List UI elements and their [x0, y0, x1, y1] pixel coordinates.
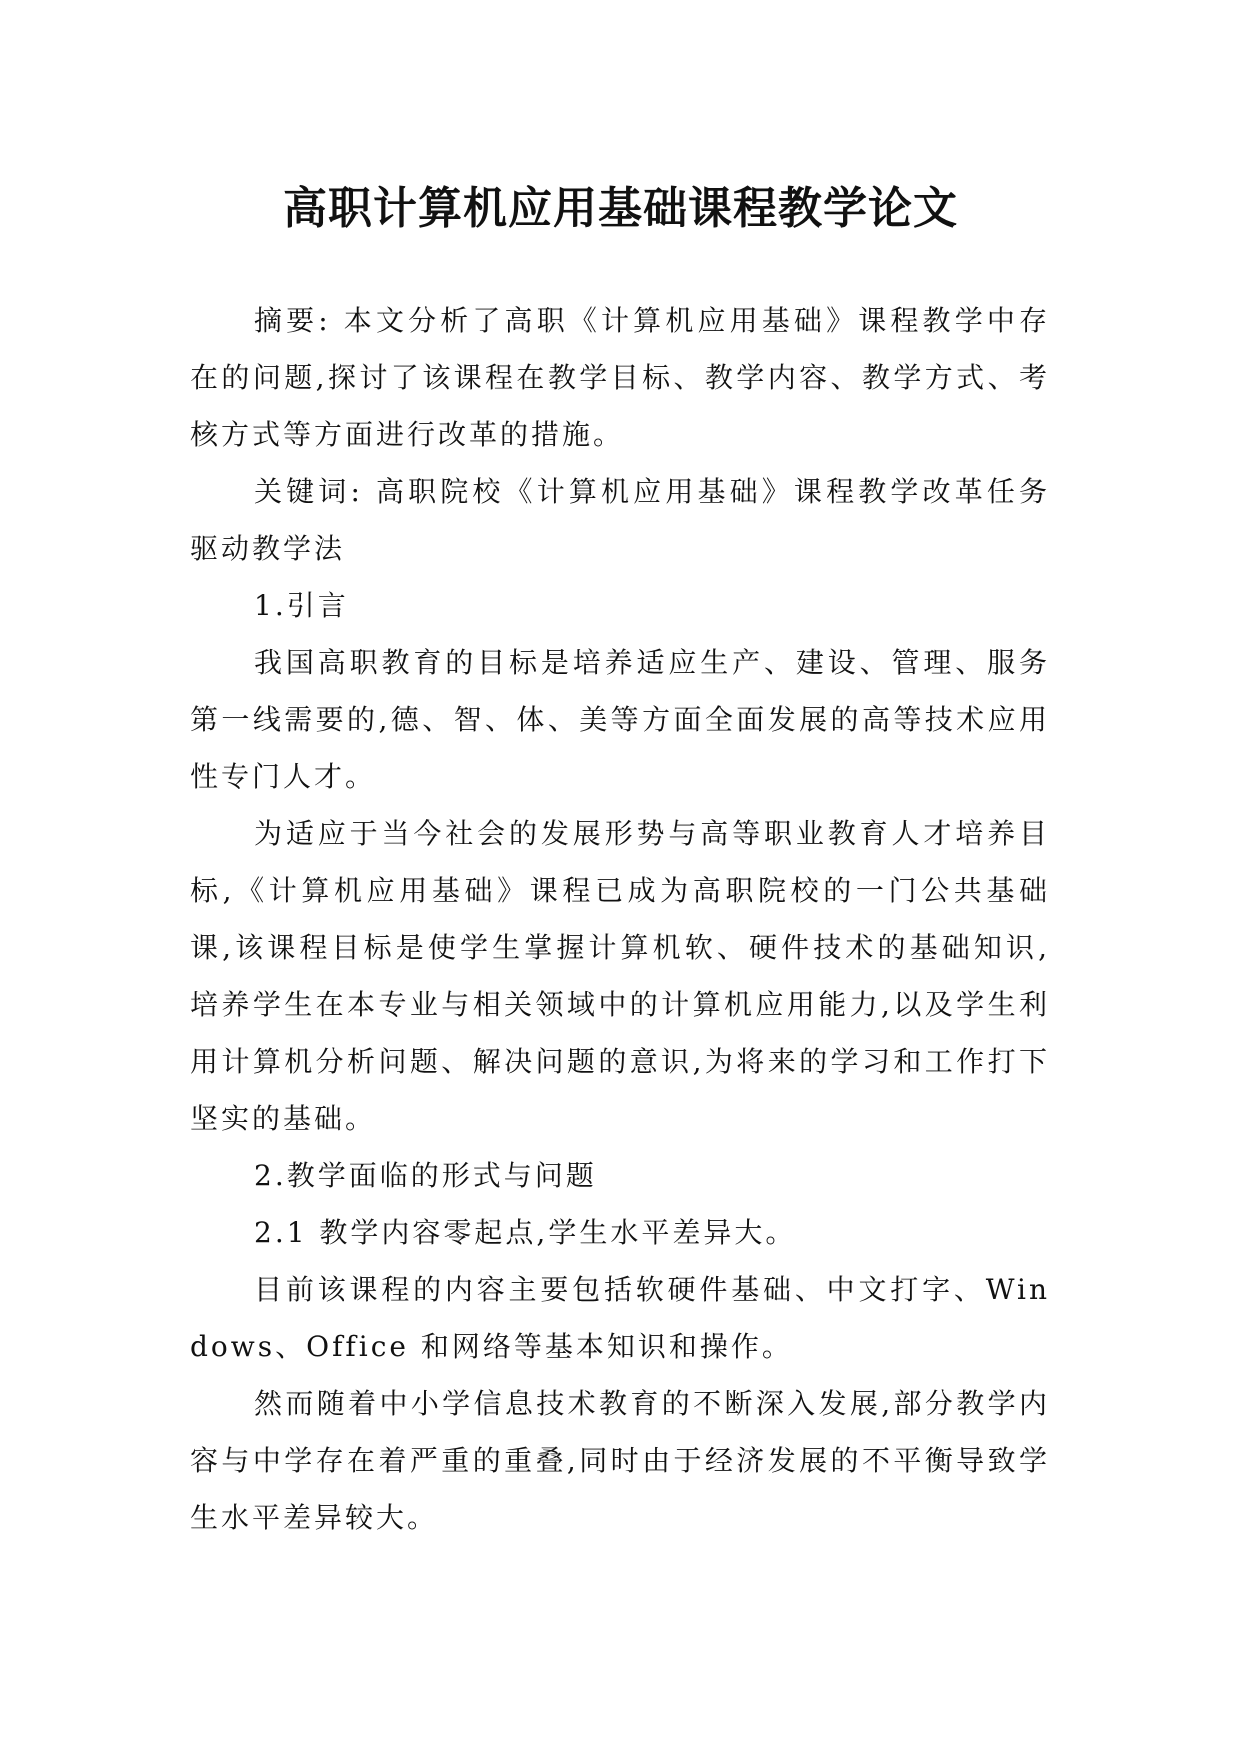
body-paragraph: 我国高职教育的目标是培养适应生产、建设、管理、服务第一线需要的,德、智、体、美等方面全面发展的高等技术应用性专门人才。	[190, 646, 1050, 793]
body-paragraph: 然而随着中小学信息技术教育的不断深入发展,部分教学内容与中学存在着严重的重叠,同时由于经济发展的不平衡导致学生水平差异较大。	[190, 1387, 1050, 1534]
body-paragraph: 为适应于当今社会的发展形势与高等职业教育人才培养目标,《计算机应用基础》课程已成为高职院校的一门公共基础课,该课程目标是使学生掌握计算机软、硬件技术的基础知识,培养学生在本专业与相关领域中的计算机应用能力,以及学生利用计算机分析问题、解决问题的意识,为将来的学习和工作打下坚实的基础。	[190, 817, 1050, 1135]
keywords-paragraph: 关键词: 高职院校《计算机应用基础》课程教学改革任务驱动教学法	[190, 475, 1050, 565]
document-title: 高职计算机应用基础课程教学论文	[283, 183, 958, 235]
document-body	[190, 292, 1050, 1546]
body-paragraph: 目前该课程的内容主要包括软硬件基础、中文打字、Windows、Office 和网络等基本知识和操作。	[190, 1273, 1050, 1363]
section-heading-introduction: 1.引言	[254, 589, 349, 622]
abstract-paragraph: 摘要: 本文分析了高职《计算机应用基础》课程教学中存在的问题,探讨了该课程在教学目标、教学内容、教学方式、考核方式等方面进行改革的措施。	[190, 304, 1050, 451]
section-heading-teaching-problems: 2.教学面临的形式与问题	[254, 1159, 597, 1192]
subsection-heading: 2.1 教学内容零起点,学生水平差异大。	[254, 1216, 797, 1249]
